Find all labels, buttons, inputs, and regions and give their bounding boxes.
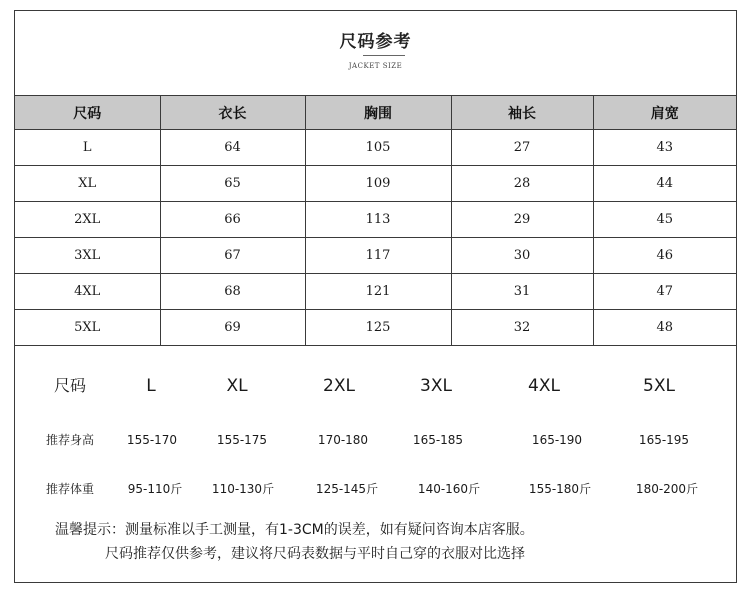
recommend-size: 5XL <box>643 376 675 396</box>
recommend-weight: 110-130斤 <box>211 482 275 496</box>
table-cell: 32 <box>451 310 593 346</box>
table-cell: 4XL <box>15 274 160 310</box>
table-cell: 64 <box>160 130 305 166</box>
table-row <box>15 166 736 202</box>
recommend-weight: 140-160斤 <box>417 482 481 496</box>
table-cell: 27 <box>451 130 593 166</box>
table-cell: 29 <box>451 202 593 238</box>
recommend-height: 165-195 <box>638 433 690 447</box>
table-row <box>15 310 736 346</box>
size-chart-frame <box>14 10 737 583</box>
chart-header <box>15 11 736 95</box>
column-header-size: 尺码 <box>15 96 160 130</box>
chart-title: 尺码参考 <box>339 32 412 52</box>
column-header-sleeve: 袖长 <box>451 96 593 130</box>
table-cell: 121 <box>305 274 451 310</box>
table-row <box>15 202 736 238</box>
table-cell: L <box>15 130 160 166</box>
table-cell: XL <box>15 166 160 202</box>
recommend-height: 155-170 <box>126 433 178 447</box>
table-row <box>15 238 736 274</box>
table-cell: 67 <box>160 238 305 274</box>
table-row <box>15 130 736 166</box>
table-cell: 117 <box>305 238 451 274</box>
recommend-weight: 95-110斤 <box>127 482 183 496</box>
table-cell: 105 <box>305 130 451 166</box>
table-cell: 65 <box>160 166 305 202</box>
column-header-chest: 胸围 <box>305 96 451 130</box>
recommend-height: 155-175 <box>216 433 268 447</box>
title-divider <box>363 55 405 56</box>
recommend-size: 2XL <box>323 376 355 396</box>
table-cell: 125 <box>305 310 451 346</box>
note-size-advice: 尺码推荐仅供参考，建议将尺码表数据与平时自己穿的衣服对比选择 <box>105 546 525 562</box>
recommend-height: 165-185 <box>412 433 464 447</box>
table-cell: 43 <box>593 130 736 166</box>
recommend-size: 4XL <box>528 376 560 396</box>
table-cell: 2XL <box>15 202 160 238</box>
table-cell: 69 <box>160 310 305 346</box>
table-cell: 68 <box>160 274 305 310</box>
column-header-length: 衣长 <box>160 96 305 130</box>
recommend-height: 170-180 <box>317 433 369 447</box>
table-row <box>15 274 736 310</box>
table-cell: 45 <box>593 202 736 238</box>
recommend-height-label: 推荐身高 <box>45 433 95 447</box>
table-cell: 30 <box>451 238 593 274</box>
recommend-size-row <box>15 371 736 401</box>
table-cell: 44 <box>593 166 736 202</box>
table-cell: 66 <box>160 202 305 238</box>
table-cell: 5XL <box>15 310 160 346</box>
recommend-size-label: 尺码 <box>53 376 87 395</box>
recommend-weight-row <box>15 474 736 504</box>
recommend-weight: 125-145斤 <box>315 482 379 496</box>
recommend-weight-label: 推荐体重 <box>45 482 95 496</box>
table-cell: 3XL <box>15 238 160 274</box>
chart-subtitle: JACKET SIZE <box>348 62 403 70</box>
table-cell: 46 <box>593 238 736 274</box>
note-measurement-tip: 温馨提示：测量标准以手工测量，有1-3CM的误差，如有疑问咨询本店客服。 <box>55 522 534 538</box>
table-cell: 47 <box>593 274 736 310</box>
recommend-size: XL <box>226 376 248 396</box>
column-header-shoulder: 肩宽 <box>593 96 736 130</box>
recommend-height-row <box>15 425 736 455</box>
table-cell: 48 <box>593 310 736 346</box>
recommend-weight: 180-200斤 <box>635 482 699 496</box>
size-table <box>15 95 736 346</box>
table-cell: 28 <box>451 166 593 202</box>
recommend-weight: 155-180斤 <box>528 482 592 496</box>
table-cell: 113 <box>305 202 451 238</box>
table-cell: 31 <box>451 274 593 310</box>
recommend-size: 3XL <box>420 376 452 396</box>
recommend-size: L <box>146 376 156 396</box>
recommend-height: 165-190 <box>531 433 583 447</box>
table-cell: 109 <box>305 166 451 202</box>
table-header-row <box>15 96 736 130</box>
